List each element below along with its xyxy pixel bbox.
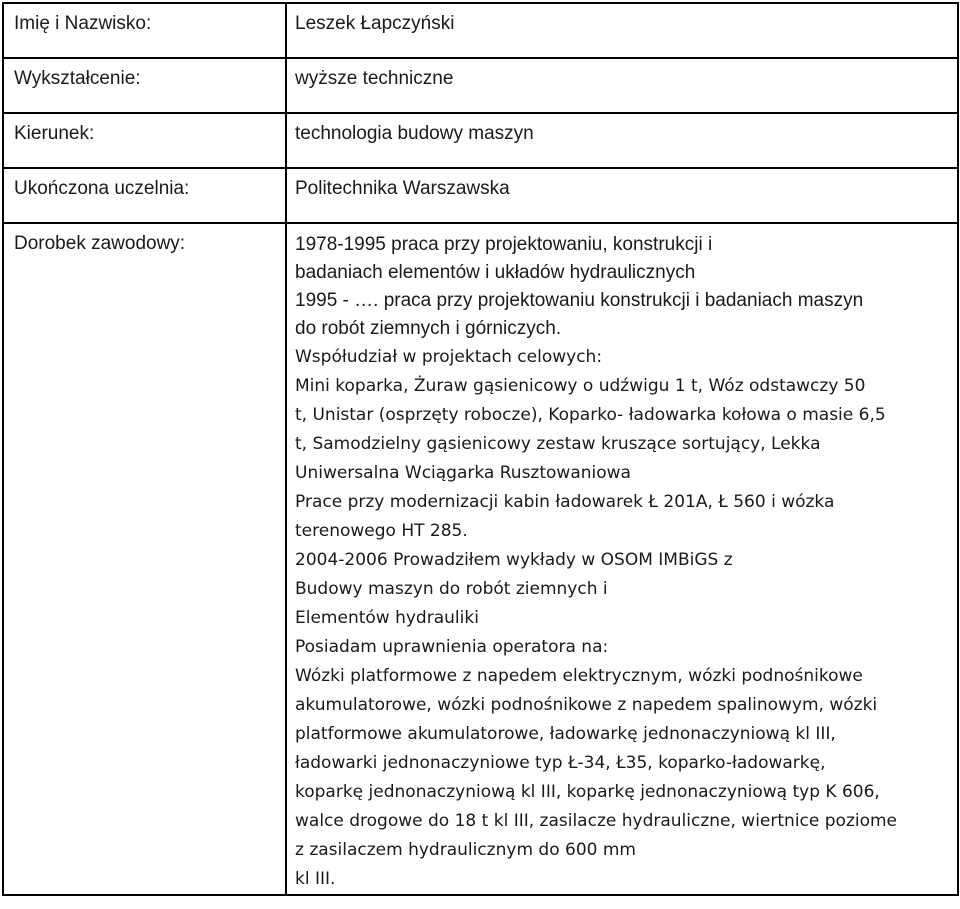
career-line: 2004-2006 Prowadziłem wykłady w OSOM IMBiGS z xyxy=(295,550,733,570)
career-line: walce drogowe do 18 t kl III, zasilacze hydrauliczne, wiertnice poziome xyxy=(295,811,898,831)
name-label: Imię i Nazwisko: xyxy=(14,13,152,34)
career-line: Współudział w projektach celowych: xyxy=(295,347,603,367)
career-line: Elementów hydrauliki xyxy=(295,608,479,628)
career-line: Uniwersalna Wciągarka Rusztowaniowa xyxy=(295,463,631,483)
cv-table xyxy=(2,2,959,896)
value-cell xyxy=(286,113,958,168)
education-label: Wykształcenie: xyxy=(14,68,141,89)
career-line: 1978-1995 praca przy projektowaniu, konstrukcji i xyxy=(295,234,713,255)
career-line: do robót ziemnych i górniczych. xyxy=(295,318,562,339)
career-line: terenowego HT 285. xyxy=(295,521,468,541)
field-value: technologia budowy maszyn xyxy=(295,123,534,144)
label-cell xyxy=(3,113,286,168)
label-cell xyxy=(3,3,286,58)
label-cell xyxy=(3,223,286,895)
career-line: t, Samodzielny gąsienicowy zestaw kruszące sortujący, Lekka xyxy=(295,434,821,454)
career-line: Mini koparka, Żuraw gąsienicowy o udźwigu 1 t, Wóz odstawczy 50 xyxy=(295,376,866,396)
career-line: t, Unistar (osprzęty robocze), Koparko- ładowarka kołowa o masie 6,5 xyxy=(295,405,886,425)
career-line: 1995 - …. praca przy projektowaniu konstrukcji i badaniach maszyn xyxy=(295,290,864,311)
career-line: kl III. xyxy=(295,869,336,889)
career-line: Wózki platformowe z napedem elektrycznym, wózki podnośnikowe xyxy=(295,666,863,686)
career-text xyxy=(287,224,957,894)
value-cell xyxy=(286,3,958,58)
value-cell xyxy=(286,168,958,223)
row-field xyxy=(3,113,958,168)
field-label: Kierunek: xyxy=(14,123,95,144)
career-line: platformowe akumulatorowe, ładowarkę jednonaczyniową kl III, xyxy=(295,724,836,744)
career-line: Prace przy modernizacji kabin ładowarek Ł 201A, Ł 560 i wózka xyxy=(295,492,835,512)
career-line: z zasilaczem hydraulicznym do 600 mm xyxy=(295,840,636,860)
university-value: Politechnika Warszawska xyxy=(295,178,510,199)
career-cell xyxy=(286,223,958,895)
career-line: ładowarki jednonaczyniowe typ Ł-34, Ł35, koparko-ładowarkę, xyxy=(295,753,826,773)
career-line: koparkę jednonaczyniową kl III, koparkę jednonaczyniową typ K 606, xyxy=(295,782,880,802)
name-value: Leszek Łapczyński xyxy=(295,13,455,34)
row-education xyxy=(3,58,958,113)
career-line: akumulatorowe, wózki podnośnikowe z napedem spalinowym, wózki xyxy=(295,695,878,715)
education-value: wyższe techniczne xyxy=(295,68,454,89)
label-cell xyxy=(3,58,286,113)
career-label: Dorobek zawodowy: xyxy=(14,233,186,254)
row-career xyxy=(3,223,958,895)
value-cell xyxy=(286,58,958,113)
career-line: Posiadam uprawnienia operatora na: xyxy=(295,637,609,657)
career-line: badaniach elementów i układów hydraulicznych xyxy=(295,262,696,283)
row-name xyxy=(3,3,958,58)
career-line: Budowy maszyn do robót ziemnych i xyxy=(295,579,608,599)
university-label: Ukończona uczelnia: xyxy=(14,178,190,199)
row-university xyxy=(3,168,958,223)
label-cell xyxy=(3,168,286,223)
